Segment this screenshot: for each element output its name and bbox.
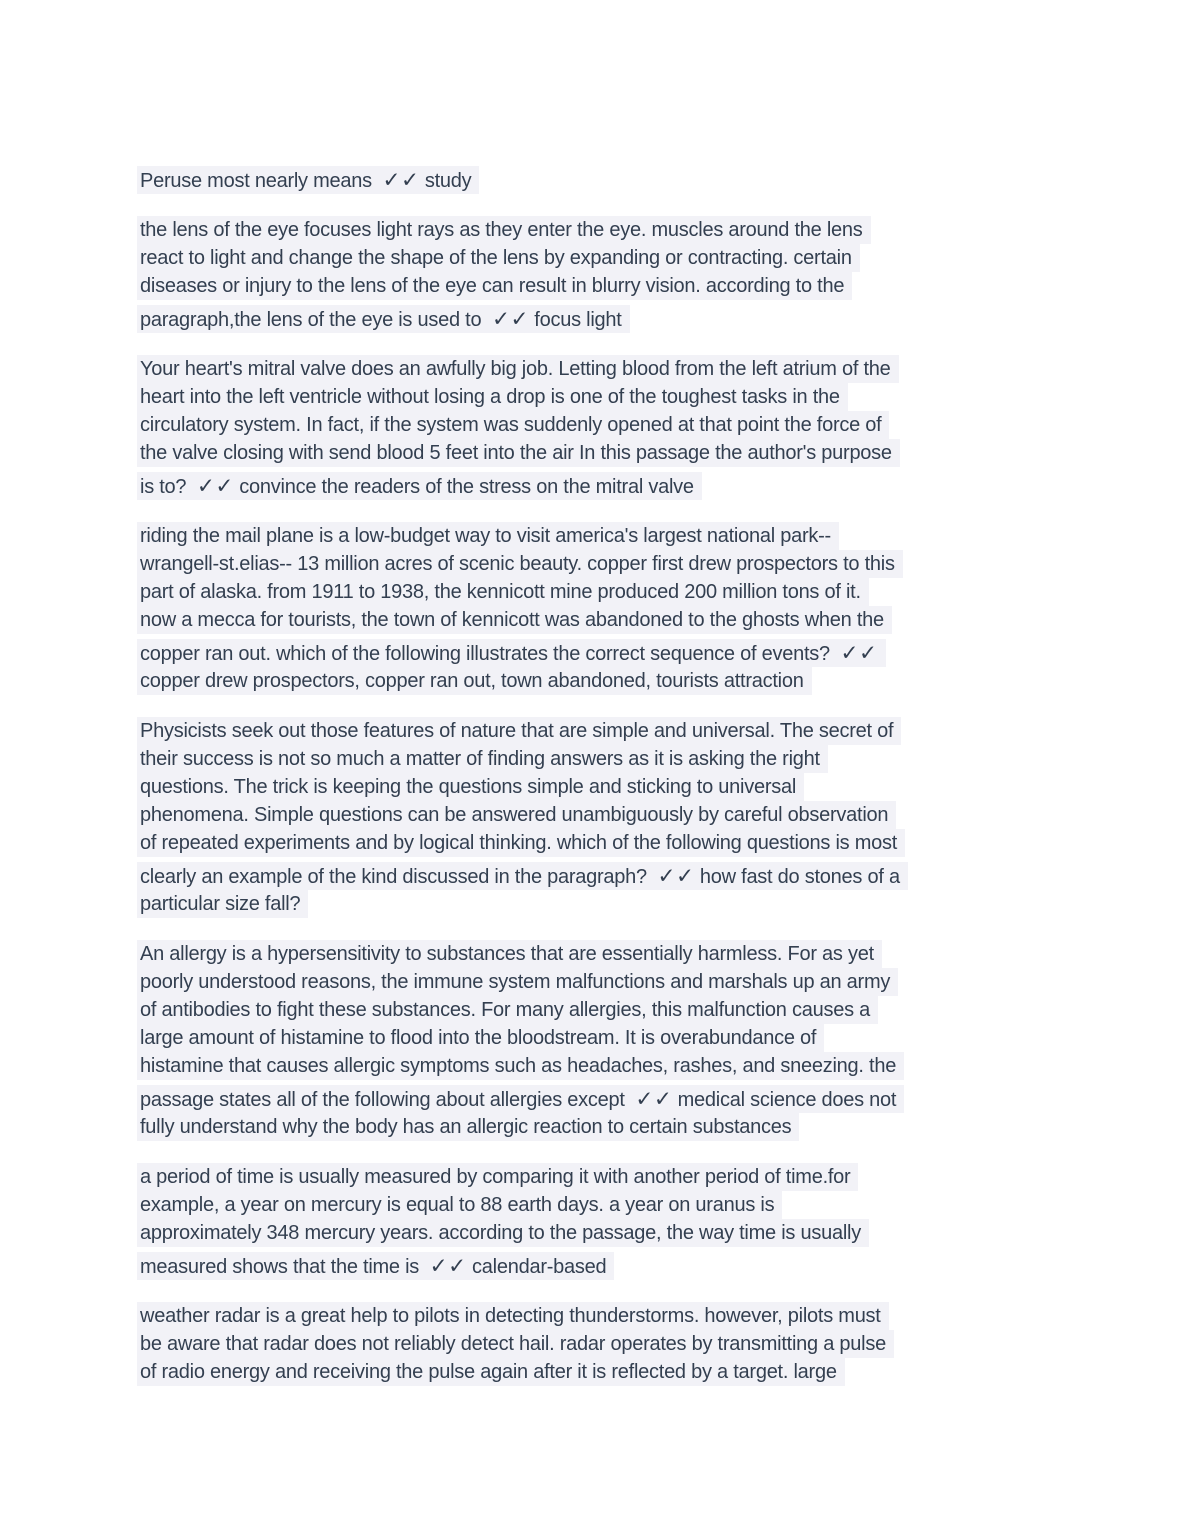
- highlighted-text: paragraph,the lens of the eye is used to ✓✓ focus light: [137, 305, 630, 333]
- qa-paragraph: [140, 940, 1070, 1141]
- highlighted-text: measured shows that the time is ✓✓ calendar-based: [137, 1252, 614, 1280]
- text-line: [140, 1163, 1070, 1191]
- text-line: [140, 745, 1070, 773]
- text-line: [140, 472, 1070, 500]
- text-line: [140, 439, 1070, 467]
- text-line: [140, 1052, 1070, 1080]
- highlighted-text: approximately 348 mercury years. according to the passage, the way time is usually: [137, 1219, 869, 1247]
- highlighted-text: of antibodies to fight these substances. For many allergies, this malfunction causes a: [137, 996, 878, 1024]
- text-line: [140, 667, 1070, 695]
- text-line: [140, 1113, 1070, 1141]
- text-line: [140, 305, 1070, 333]
- highlighted-text: phenomena. Simple questions can be answered unambiguously by careful observation: [137, 801, 896, 829]
- qa-paragraph: [140, 1302, 1070, 1386]
- text-line: [140, 411, 1070, 439]
- text-line: [140, 578, 1070, 606]
- double-checkmark-icon: ✓✓: [429, 1254, 467, 1278]
- text-line: [140, 639, 1070, 667]
- highlighted-text: example, a year on mercury is equal to 88 earth days. a year on uranus is: [137, 1191, 782, 1219]
- highlighted-text: copper ran out. which of the following illustrates the correct sequence of events? ✓✓: [137, 639, 886, 667]
- text-line: [140, 1024, 1070, 1052]
- text-line: [140, 1219, 1070, 1247]
- text-line: [140, 862, 1070, 890]
- qa-paragraph: [140, 355, 1070, 500]
- highlighted-text: clearly an example of the kind discussed in the paragraph? ✓✓ how fast do stones of a: [137, 862, 908, 890]
- qa-paragraph: [140, 717, 1070, 918]
- highlighted-text: particular size fall?: [137, 890, 308, 918]
- highlighted-text: histamine that causes allergic symptoms such as headaches, rashes, and sneezing. the: [137, 1052, 904, 1080]
- qa-paragraph: [140, 1163, 1070, 1280]
- highlighted-text: part of alaska. from 1911 to 1938, the kennicott mine produced 200 million tons of it.: [137, 578, 869, 606]
- highlighted-text: questions. The trick is keeping the questions simple and sticking to universal: [137, 773, 804, 801]
- highlighted-text: of radio energy and receiving the pulse again after it is reflected by a target. large: [137, 1358, 845, 1386]
- highlighted-text: weather radar is a great help to pilots in detecting thunderstorms. however, pilots must: [137, 1302, 889, 1330]
- qa-paragraph: [140, 166, 1070, 194]
- text-line: [140, 1252, 1070, 1280]
- highlighted-text: the lens of the eye focuses light rays as they enter the eye. muscles around the lens: [137, 216, 871, 244]
- highlighted-text: be aware that radar does not reliably detect hail. radar operates by transmitting a pulse: [137, 1330, 894, 1358]
- highlighted-text: their success is not so much a matter of finding answers as it is asking the right: [137, 745, 828, 773]
- qa-paragraph: [140, 522, 1070, 695]
- highlighted-text: a period of time is usually measured by comparing it with another period of time.for: [137, 1163, 858, 1191]
- highlighted-text: passage states all of the following about allergies except ✓✓ medical science does not: [137, 1085, 904, 1113]
- text-line: [140, 522, 1070, 550]
- text-line: [140, 355, 1070, 383]
- double-checkmark-icon: ✓✓: [196, 474, 234, 498]
- text-line: [140, 1085, 1070, 1113]
- highlighted-text: diseases or injury to the lens of the eye can result in blurry vision. according to the: [137, 272, 852, 300]
- highlighted-text: is to? ✓✓ convince the readers of the stress on the mitral valve: [137, 472, 702, 500]
- text-line: [140, 940, 1070, 968]
- highlighted-text: riding the mail plane is a low-budget way to visit america's largest national park--: [137, 522, 839, 550]
- highlighted-text: circulatory system. In fact, if the system was suddenly opened at that point the force of: [137, 411, 889, 439]
- double-checkmark-icon: ✓✓: [382, 168, 420, 192]
- text-line: [140, 272, 1070, 300]
- text-line: [140, 1330, 1070, 1358]
- highlighted-text: An allergy is a hypersensitivity to substances that are essentially harmless. For as yet: [137, 940, 882, 968]
- double-checkmark-icon: ✓✓: [657, 864, 695, 888]
- highlighted-text: Physicists seek out those features of nature that are simple and universal. The secret of: [137, 717, 901, 745]
- text-line: [140, 890, 1070, 918]
- qa-paragraph: [140, 216, 1070, 333]
- text-line: [140, 1302, 1070, 1330]
- highlighted-text: large amount of histamine to flood into the bloodstream. It is overabundance of: [137, 1024, 824, 1052]
- text-line: [140, 996, 1070, 1024]
- text-line: [140, 801, 1070, 829]
- highlighted-text: wrangell-st.elias-- 13 million acres of scenic beauty. copper first drew prospectors to this: [137, 550, 903, 578]
- text-line: [140, 773, 1070, 801]
- text-line: [140, 606, 1070, 634]
- text-line: [140, 383, 1070, 411]
- highlighted-text: copper drew prospectors, copper ran out, town abandoned, tourists attraction: [137, 667, 812, 695]
- highlighted-text: of repeated experiments and by logical thinking. which of the following questions is most: [137, 829, 905, 857]
- highlighted-text: Peruse most nearly means ✓✓ study: [137, 166, 479, 194]
- highlighted-text: react to light and change the shape of the lens by expanding or contracting. certain: [137, 244, 860, 272]
- double-checkmark-icon: ✓✓: [840, 641, 878, 665]
- highlighted-text: now a mecca for tourists, the town of kennicott was abandoned to the ghosts when the: [137, 606, 892, 634]
- qa-paragraphs: [140, 166, 1070, 1408]
- text-line: [140, 550, 1070, 578]
- text-line: [140, 968, 1070, 996]
- text-line: [140, 244, 1070, 272]
- text-line: [140, 1358, 1070, 1386]
- highlighted-text: poorly understood reasons, the immune system malfunctions and marshals up an army: [137, 968, 898, 996]
- double-checkmark-icon: ✓✓: [635, 1087, 673, 1111]
- text-line: [140, 717, 1070, 745]
- double-checkmark-icon: ✓✓: [491, 307, 529, 331]
- highlighted-text: heart into the left ventricle without losing a drop is one of the toughest tasks in the: [137, 383, 848, 411]
- highlighted-text: the valve closing with send blood 5 feet into the air In this passage the author's purpose: [137, 439, 900, 467]
- highlighted-text: Your heart's mitral valve does an awfully big job. Letting blood from the left atrium of the: [137, 355, 899, 383]
- text-line: [140, 216, 1070, 244]
- text-line: [140, 829, 1070, 857]
- highlighted-text: fully understand why the body has an allergic reaction to certain substances: [137, 1113, 799, 1141]
- text-line: [140, 1191, 1070, 1219]
- text-line: [140, 166, 1070, 194]
